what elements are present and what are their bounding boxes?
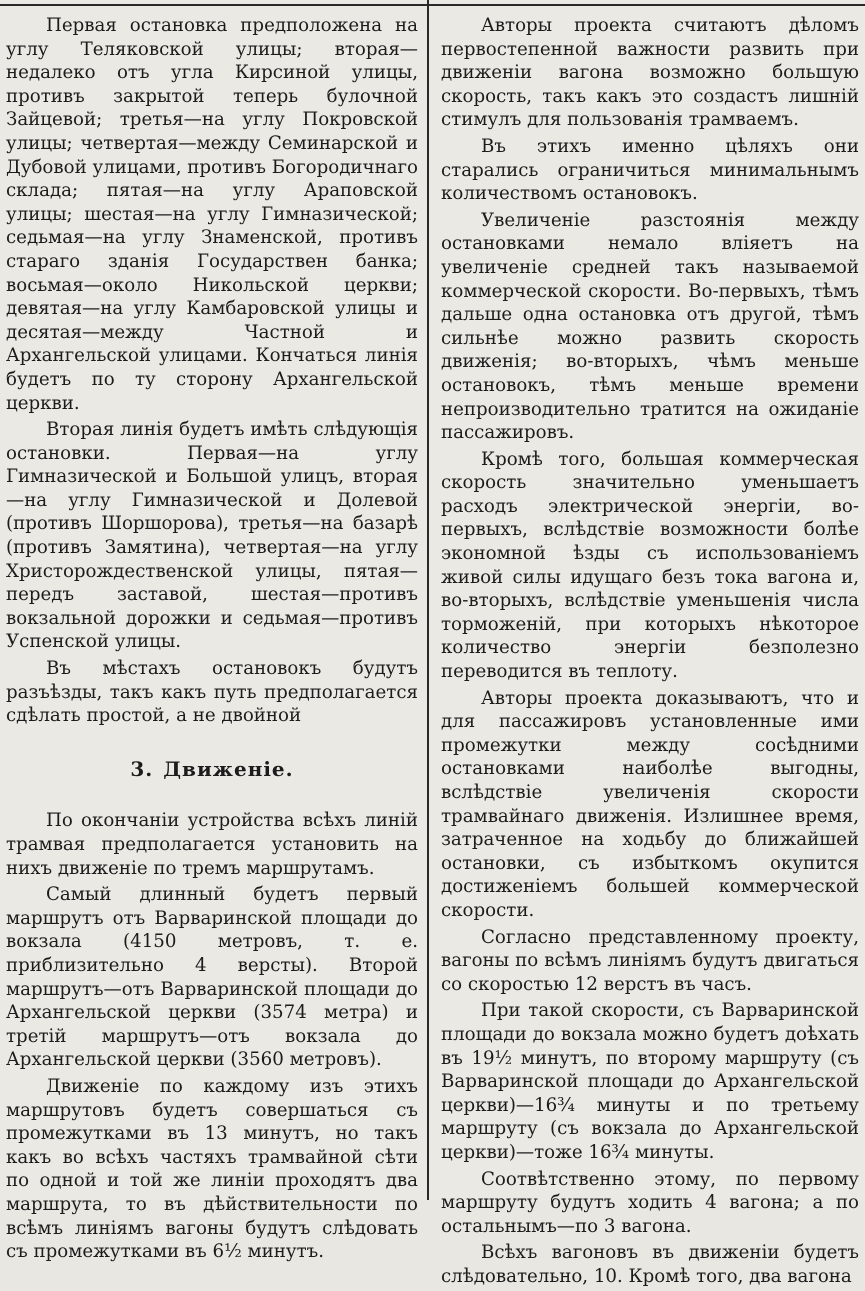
right-paragraph: Соотвѣтственно этому, по первому маршруту будутъ ходить 4 вагона; а по остальнымъ—по 3 вагона.	[441, 1168, 859, 1237]
section-number: 3.	[130, 756, 154, 781]
right-paragraph: Всѣхъ вагоновъ въ движеніи будетъ слѣдовательно, 10. Кромѣ того, два вагона	[441, 1242, 859, 1287]
right-paragraph: Авторы проекта доказываютъ, что и для пассажировъ установленные ими промежутки между сосѣдними остановками наиболѣе выгодны, вслѣдствіе увеличенія скорости трамвайнаго движенія. Излишнее время, затраченное на ходьбу до ближайшей остановки, съ избыткомъ окупится достиженіемъ большей коммерческой скорости.	[441, 687, 859, 921]
left-paragraph: Первая остановка предположена на углу Теляковской улицы; вторая—недалеко отъ угла Кирсиной улицы, противъ закрытой теперь булочной Зайцевой; третья—на углу Покровской улицы; четвертая—между Семинарской и Дубовой улицами, противъ Богородичнаго склада; пятая—на углу Араповской улицы; шестая—на углу Гимназической; седьмая—на углу Знаменской, противъ стараго зданія Государствен банка; восьмая—около Никольской церкви; девятая—на углу Камбаровской улицы и десятая—между Частной и Архангельской улицами. Кончаться линія будетъ по ту сторону Архангельской церкви.	[6, 15, 418, 414]
section-heading	[6, 758, 418, 782]
right-paragraph: Въ этихъ именно цѣляхъ они старались ограничиться минимальнымъ количествомъ остановокъ.	[441, 135, 859, 205]
right-paragraph: Согласно представленному проекту, вагоны по всѣмъ линіямъ будутъ двигаться со скоростью 12 верстъ въ часъ.	[441, 926, 859, 995]
column-divider	[427, 0, 429, 1200]
left-paragraph: Движеніе по каждому изъ этихъ маршрутовъ будетъ совершаться съ промежутками въ 13 минутъ, но такъ какъ во всѣхъ частяхъ трамвайной сѣти по одной и той же линіи проходятъ два маршрута, то въ дѣйствительности по всѣмъ линіямъ вагоны будутъ слѣдовать съ промежутками въ 6½ минутъ.	[6, 1075, 418, 1263]
section-title: Движеніе.	[163, 756, 294, 781]
left-column	[6, 14, 418, 1267]
left-paragraph: Въ мѣстахъ остановокъ будутъ разъѣзды, такъ какъ путь предполагается сдѣлать простой, а не двойной	[6, 658, 418, 727]
top-rule	[0, 4, 865, 6]
right-paragraph: Кромѣ того, большая коммерческая скорость значительно уменьшаетъ расходъ электрической энергіи, во-первыхъ, вслѣдствіе возможности болѣе экономной ѣзды съ использованіемъ живой силы идущаго безъ тока вагона и, во-вторыхъ, вслѣдствіе уменьшенія числа торможеній, при которыхъ нѣкоторое количество энергіи безполезно переводится въ теплоту.	[441, 448, 859, 683]
left-paragraph: Вторая линія будетъ имѣть слѣдующія остановки. Первая—на углу Гимназической и Большой улицъ, вторая—на углу Гимназической и Долевой (противъ Шоршорова), третья—на базарѣ (противъ Замятина), четвертая—на углу Христорождественской улицы, пятая—передъ заставой, шестая—противъ вокзальной дорожки и седьмая—противъ Успенской улицы.	[6, 419, 418, 653]
left-paragraph: Самый длинный будетъ первый маршрутъ отъ Варваринской площади до вокзала (4150 метровъ, т. е. приблизительно 4 версты). Второй маршрутъ—отъ Варваринской площади до Архангельской церкви (3574 метра) и третій маршрутъ—отъ вокзала до Архангельской церкви (3560 метровъ).	[6, 884, 418, 1071]
right-paragraph: Увеличеніе разстоянія между остановками немало вліяетъ на увеличеніе средней такъ называемой коммерческой скорости. Во-первыхъ, тѣмъ дальше одна остановка отъ другой, тѣмъ сильнѣе можно развить скорость движенія; во-вторыхъ, чѣмъ меньше остановокъ, тѣмъ меньше времени непроизводительно тратится на ожиданіе пассажировъ.	[441, 209, 859, 444]
right-paragraph: Авторы проекта считаютъ дѣломъ первостепенной важности развить при движеніи вагона возможно большую скорость, такъ какъ это создастъ лишній стимулъ для пользованія трамваемъ.	[441, 15, 859, 131]
right-paragraph: При такой скорости, съ Варваринской площади до вокзала можно будетъ доѣхать въ 19½ минутъ, по второму маршруту (съ Варваринской площади до Архангельской церкви)—16¾ минуты и по третьему маршруту (съ вокзала до Архангельской церкви)—тоже 16¾ минуты.	[441, 1000, 859, 1163]
right-column	[441, 14, 859, 1291]
left-paragraph: По окончаніи устройства всѣхъ линій трамвая предполагается установить на нихъ движеніе по тремъ маршрутамъ.	[6, 810, 418, 879]
